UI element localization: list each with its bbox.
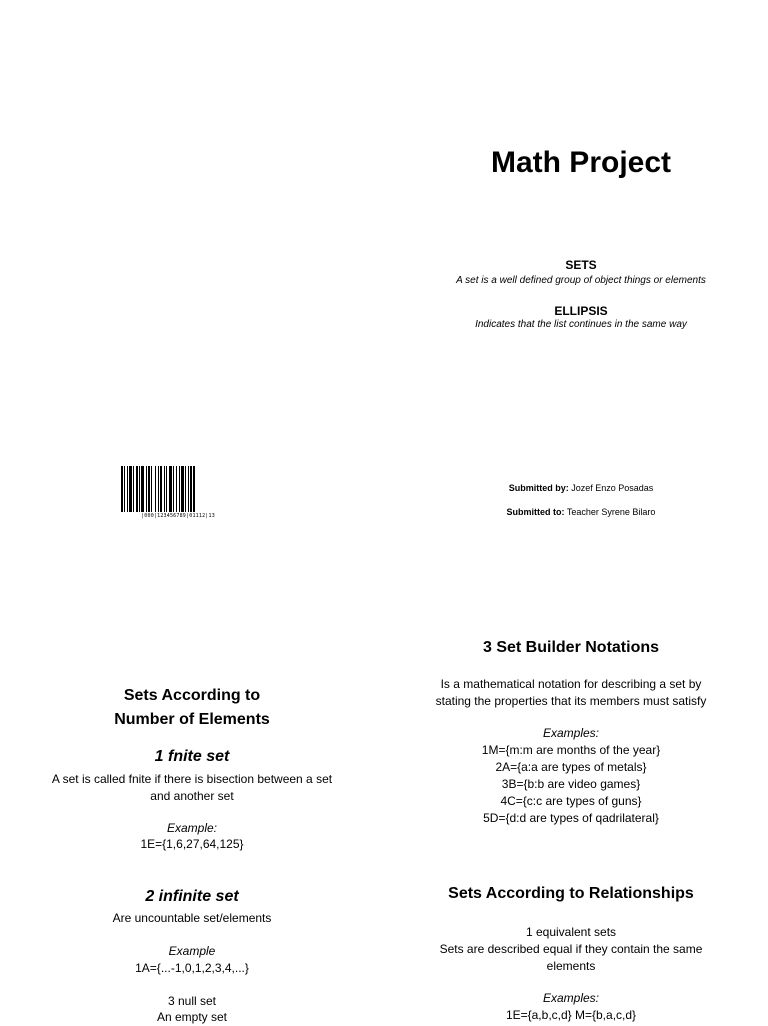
finite-example: 1E={1,6,27,64,125} <box>140 837 244 851</box>
barcode-bar <box>166 466 167 512</box>
left-section-heading <box>32 684 352 732</box>
barcode-bar <box>148 466 150 512</box>
null-set-definition: An empty set <box>156 1010 228 1024</box>
submitted-to <box>440 507 722 517</box>
sets-definition: A set is a well defined group of object things or elements <box>456 275 706 286</box>
barcode-bar <box>185 466 186 512</box>
equivalent-def-line1: Sets are described equal if they contain the same <box>439 942 703 956</box>
equivalent-sets-heading: 1 equivalent sets <box>525 925 617 939</box>
barcode-bar <box>158 466 159 512</box>
relationships-examples-label: Examples: <box>542 991 600 1005</box>
barcode-bar <box>169 466 172 512</box>
submitted-to-label: Submitted to: <box>506 507 565 517</box>
equivalent-def-line2: elements <box>546 959 596 973</box>
submitted-to-value: Teacher Syrene Bilaro <box>564 507 656 517</box>
null-set-heading: 3 null set <box>167 994 217 1008</box>
finite-def-line1: A set is called fnite if there is bisection between a set <box>51 772 333 786</box>
infinite-example: 1A={...-1,0,1,2,3,4,...} <box>135 961 249 975</box>
builder-def-line1: Is a mathematical notation for describing a set by <box>440 677 702 691</box>
barcode-bars <box>121 466 235 512</box>
equivalent-sets-definition <box>410 941 732 975</box>
barcode-bar <box>141 466 144 512</box>
ellipsis-heading: ELLIPSIS <box>554 304 608 318</box>
page-title: Math Project <box>490 146 672 179</box>
submitted-by <box>440 483 722 493</box>
ellipsis-definition: Indicates that the list continues in the same way <box>475 319 687 330</box>
barcode-bar <box>164 466 165 512</box>
finite-def-line2: and another set <box>150 789 234 803</box>
list-item: 1M={m:m are months of the year} <box>481 743 661 757</box>
barcode-bar <box>155 466 156 512</box>
submitted-by-label: Submitted by: <box>508 483 569 493</box>
barcode-bar <box>176 466 177 512</box>
barcode <box>121 466 235 522</box>
barcode-bar <box>193 466 195 512</box>
list-item: 2A={a:a are types of metals} <box>495 760 647 774</box>
set-builder-definition <box>410 676 732 710</box>
list-item: 3B={b:b are video games} <box>501 777 641 791</box>
builder-examples-list <box>410 742 732 827</box>
barcode-bar <box>190 466 192 512</box>
list-item: 5D={d:d are types of qadrilateral} <box>483 811 659 825</box>
barcode-bar <box>129 466 132 512</box>
barcode-bar <box>124 466 125 512</box>
barcode-bar <box>146 466 147 512</box>
finite-set-heading: 1 fnite set <box>154 748 230 765</box>
barcode-bar <box>139 466 140 512</box>
barcode-bar <box>179 466 180 512</box>
barcode-bar <box>188 466 189 512</box>
barcode-bar <box>173 466 174 512</box>
infinite-set-definition: Are uncountable set/elements <box>112 911 272 925</box>
barcode-bar <box>160 466 162 512</box>
finite-set-definition <box>32 771 352 805</box>
barcode-number: |000|123456789|01112|13 <box>141 513 215 519</box>
infinite-set-heading: 2 infinite set <box>145 888 239 905</box>
barcode-bar <box>136 466 138 512</box>
finite-example-label: Example: <box>166 821 218 835</box>
set-builder-heading: 3 Set Builder Notations <box>482 639 660 656</box>
relationships-heading: Sets According to Relationships <box>448 885 694 902</box>
infinite-example-label: Example <box>168 944 216 958</box>
barcode-bar <box>151 466 152 512</box>
barcode-bar <box>127 466 128 512</box>
builder-def-line2: stating the properties that its members must satisfy <box>435 694 707 708</box>
submitted-by-value: Jozef Enzo Posadas <box>568 483 654 493</box>
left-heading-line2: Number of Elements <box>114 711 270 728</box>
left-heading-line1: Sets According to <box>123 687 261 704</box>
barcode-bar <box>181 466 184 512</box>
barcode-bar <box>121 466 123 512</box>
sets-heading: SETS <box>565 258 597 272</box>
builder-examples-label: Examples: <box>542 726 600 740</box>
relationships-example: 1E={a,b,c,d} M={b,a,c,d} <box>505 1008 637 1022</box>
barcode-bar <box>133 466 134 512</box>
list-item: 4C={c:c are types of guns} <box>500 794 642 808</box>
